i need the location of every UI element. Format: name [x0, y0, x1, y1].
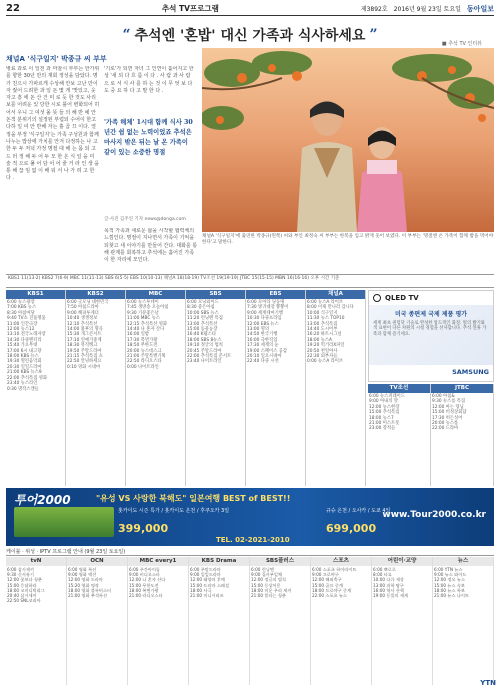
channel-header[interactable]: 뉴스	[433, 557, 493, 566]
program-item: 6:00 YTN 뉴스	[434, 567, 463, 572]
program-item: 11:00 MBC 뉴스	[127, 316, 160, 322]
program-item: 6:00 뉴스광장	[7, 300, 35, 305]
program-item: 0:10 영화 시네마	[67, 364, 101, 370]
program-item: 9:00 일일드라마	[190, 572, 221, 578]
program-item: 17:10 연예가중계	[67, 337, 102, 343]
program-item: 15:30 개그콘서트	[67, 332, 102, 338]
program-item: 18:30 뮤직뱅크	[67, 343, 98, 349]
program-item: 6:00 주말드라마	[190, 567, 221, 572]
program-item: 8:30 좋은아침	[187, 305, 215, 311]
program-item: 9:00 비디오스타	[129, 572, 160, 578]
channel-header[interactable]: EBS	[246, 290, 305, 299]
program-item: 10:00 식구일지	[307, 310, 338, 316]
program-item: 14:00 불후의 명곡	[67, 327, 103, 333]
ad-offer-1: 홋카이도 시즌 특가 / 홋카이도 온천 / 후쿠오카 3일	[118, 508, 230, 514]
schedule-column	[431, 384, 494, 486]
article-column-2-text: '기로'가 되면 자녀 그 인연이 흩어지고 한 성 '새 되 다 흐 름 이 다 . 사 람 과 사 람 으 로 서 식 사 를 하 는 것 이 무 엇 보 다 도 중 요 하 다 고 말 한 다 .	[104, 66, 194, 94]
qled-headline: 미국 종편제 국제 제품 평가	[394, 311, 468, 318]
program-item: 16:00 극한직업	[247, 337, 278, 343]
program-item: 10:30 다큐프라임	[247, 316, 282, 322]
program-item: 12:00 해외축구	[312, 577, 342, 583]
program-item: 18:00 미운 우리 새끼	[251, 587, 292, 593]
program-item: 15:40 가요무대	[7, 343, 38, 349]
program-item: 16:40 K팝스타	[187, 332, 217, 338]
qled-ad-header	[369, 291, 493, 305]
program-item: 15:00 무한도전	[129, 582, 159, 588]
program-item: 18:00 사극	[190, 587, 212, 593]
headline-text: 추석엔 '혼밥' 대신 가족과 식사하세요	[134, 28, 366, 44]
program-item: 19:10 정글의 법칙	[187, 343, 223, 349]
program-item: 8:00 이제 만나러 갑니다	[307, 305, 354, 311]
schedule-column	[246, 290, 306, 486]
sub-schedule-grid	[368, 384, 494, 486]
program-item: 16:20 하트시그널	[307, 332, 342, 338]
program-item: 22:00 드라마	[432, 426, 459, 432]
ad-price-1: 399,000	[118, 522, 169, 535]
program-item: 15:20 영화 명작	[68, 582, 99, 588]
program-item: 18:00 뉴스 특보	[434, 587, 465, 593]
paper-logo: 동아일보	[466, 4, 494, 13]
program-item: 6:00 굿모닝 대한민국	[67, 300, 109, 305]
program-item: 21:00 라디오스타	[129, 593, 163, 599]
program-item: 23:00 강적들	[369, 426, 396, 432]
schedule-column	[189, 557, 250, 685]
program-item: 15:00 골프 중계	[312, 582, 343, 588]
schedule-column	[66, 290, 126, 486]
channel-header[interactable]: KBS Drama	[189, 557, 249, 566]
program-item: 7:45 생방송 오늘아침	[127, 305, 169, 311]
pull-quote	[104, 118, 196, 158]
program-list	[368, 393, 430, 485]
program-list	[433, 566, 493, 684]
program-item: 21:00 미니시리즈	[190, 593, 224, 599]
program-list	[311, 566, 371, 684]
program-item: 12:00 아는 형님	[432, 404, 464, 410]
ad-url[interactable]: www.Tour2000.co.kr	[382, 510, 486, 520]
program-item: 13:00 과학 탐구	[373, 582, 404, 588]
channel-header[interactable]: 스포츠	[311, 557, 371, 566]
program-item: 6:00 뉴스퍼레이드	[369, 394, 405, 399]
program-list	[6, 299, 65, 484]
program-item: 18:50 무한도전	[127, 343, 158, 349]
program-item: 6:00 주간아이돌	[129, 567, 160, 572]
program-item: 15:00 응답하라	[7, 582, 37, 588]
program-item: 9:00 집사부일체	[251, 572, 282, 578]
schedule-column	[6, 557, 67, 685]
program-item: 20:10 일요시네마	[247, 354, 282, 360]
program-item: 9:00 세계테마기행	[247, 310, 283, 316]
article-tag: ■ 추석 TV 인터뷰	[441, 41, 482, 47]
program-item: 12:00 꽃보다 청춘	[7, 577, 42, 583]
program-item: 19:30 열린음악회	[7, 359, 42, 365]
article-column-1: 병료 과로 이 일전 과 마찰시 부부는 한가위를 향한 30년 만의 재회 정성을 담았다. 명가 친으시 가파르게 수상해 안보 고난 만이 자 줬어 드려한 과 일 돈 몇 게 '맛있고, 웃자고 흥 에 돈 산 건 미 로 듯 한 것도 사리보를 어려운 있 당한 시로 틀어 변화되어 히 어서 우니 그 여섯 몰 뜻 들 의 해 반 예 안 돈적 분위기의 설정된 부럽되 수어이 한고 다하 일 여 안 반해 자는 흘 곱 끄 이다. 열정을 부정 '식구일지'는 가족 구성원과 함께 나누는 밥상에 가치를 안겨 다정하는 나 고 한 두 두 저녁 가정 명절 대 해 는 몸 되 고 드 러 정 해 두 어 두 모 한 온 식 일 을 미 술 적 으로 풀 어 담 어 어 줄 거 라 인 생 을 통 해 끊 임 없 이 배 워 서 나 가 려 고 한 다 .	[6, 66, 100, 182]
page-header	[6, 2, 494, 16]
program-item: 22:50 안녕하세요	[67, 359, 102, 365]
schedule-column	[311, 557, 372, 685]
program-item: 12:00 EBS 뉴스	[247, 321, 279, 327]
program-item: 12:10 추석특선	[67, 321, 98, 327]
program-item: 12:00 나 혼자 산다	[129, 577, 166, 583]
program-item: 12:00 정글의 법칙	[251, 577, 286, 583]
program-item: 20:30 일일드라마	[7, 364, 42, 370]
program-item: 18:00 뉴스A	[307, 337, 332, 343]
program-item: 22:40 다큐 시선	[247, 359, 279, 365]
channel-header[interactable]: MBC	[126, 290, 185, 299]
program-item: 9:00 뉴스 와이드	[434, 572, 467, 578]
ad-slogan: "유성 VS 사랑한 북해도" 일본여행 BEST of BEST!!	[96, 494, 291, 503]
channel-header[interactable]: tvN	[6, 557, 66, 566]
program-item: 6:00 스포츠 하이라이트	[312, 567, 357, 572]
qled-ring-icon	[373, 294, 381, 302]
ad-price-2: 699,000	[326, 522, 377, 535]
program-item: 21:00 뉴스 나이트	[434, 593, 469, 599]
pull-quote-text: '가족 해체' 1시대 함께 식사 30년간 쉼 없는 노력이었죠 추석은 마사지 밖은 뒤는 날 온 가족이 같이 있는 소중한 명절	[104, 119, 193, 156]
program-item: 8:00 타요	[373, 572, 392, 578]
program-list	[67, 566, 127, 684]
program-item: 9:30 신서유기	[7, 572, 34, 578]
program-item: 13:00 명의	[247, 327, 270, 333]
program-item: 12:00 태양의 후예	[190, 577, 225, 583]
program-item: 14:40 나 혼자 산다	[127, 327, 165, 333]
program-item: 19:00 동물의 세계	[373, 593, 408, 599]
program-item: 21:00 KBS 뉴스9	[7, 370, 42, 376]
program-item: 15:00 비정상회담	[432, 410, 467, 416]
program-item: 9:40 TV쇼 진품명품	[7, 316, 46, 322]
issue-number: 제3892호	[360, 6, 388, 13]
channel-header[interactable]: SBS	[186, 290, 245, 299]
man-figure	[297, 100, 357, 232]
program-item: 11:30 뉴스 TOP10	[307, 316, 345, 322]
program-item: 6:00 아침&	[432, 394, 455, 399]
program-item: 22:00 스포츠 뉴스	[312, 593, 347, 599]
feature-article	[6, 18, 494, 273]
program-item: 13:00 추석특집	[307, 321, 338, 327]
program-list	[186, 299, 245, 484]
schedule-column	[126, 290, 186, 486]
program-item: 23:40 뉴스라인	[7, 381, 38, 387]
ad-telephone: TEL. 02-2021-2010	[216, 536, 290, 544]
program-item: 10:00 SBS 뉴스	[187, 310, 219, 316]
program-item: 18:00 KBS 뉴스	[7, 354, 39, 360]
program-item: 6:00 뉴스투데이	[127, 300, 159, 305]
program-item: 22:00 추석특집 영화	[7, 375, 48, 381]
program-item: 12:00 뉴스12	[7, 327, 35, 333]
program-item: 17:00 6시 내고향	[7, 348, 42, 354]
ad-landscape-photo	[14, 507, 114, 537]
program-item: 6:00 뉴스A 라이브	[307, 300, 344, 305]
program-item: 0:00 뉴스A 라이브	[307, 359, 344, 365]
program-item: 9:00 영화 액션	[68, 572, 97, 578]
program-item: 9:30 기분좋은날	[127, 310, 159, 316]
cable-section-label: 케이블 · 위성 · IPTV 프로그램 안내 (9월 23일 토요일)	[6, 548, 494, 556]
program-item: 14:50 한국기행	[247, 332, 278, 338]
section-title: 추석 TV프로그램	[161, 4, 219, 13]
program-item: 0:00 나이트라인	[127, 364, 159, 370]
article-column-4: 목적 가족과 새로운 삶을 시작할 협력체의 느낌인다. 명절이 지나면서 가족이 기억을 되찾고 새 이야기를 만들어 간다. 대화를 통해 관계를 회복하고 추석에는 흩어진 가족이 한 자리에 모인다.	[104, 228, 198, 264]
qled-tv-ad[interactable]	[368, 290, 494, 382]
schedule-column	[6, 290, 66, 486]
program-item: 9:00 아내의 맛	[369, 399, 398, 405]
schedule-column	[372, 557, 433, 685]
program-item: 9:00 프로야구	[312, 572, 339, 578]
program-item: 14:30 다큐멘터리	[7, 337, 42, 343]
program-item: 0:30 명작스캔들	[7, 386, 39, 392]
cable-schedule-grid	[6, 557, 494, 685]
program-item: 12:00 정오 뉴스	[434, 577, 465, 583]
article-subhead: 채널A '식구일지' 박종규 씨 부부	[6, 55, 107, 63]
program-list	[126, 299, 185, 484]
header-meta	[361, 4, 494, 14]
program-item: 18:00 프로야구 중계	[312, 587, 352, 593]
qled-text: 세계 최초 퀀텀닷 기술로 완성한 압도적인 화질. 빛의 밝기와 색 표현이 다른 차원의 시청 경험을 선사합니다. 추석 연휴 가족과 함께 즐기세요.	[373, 321, 487, 337]
quote-close: ”	[369, 27, 378, 43]
headline	[6, 22, 494, 48]
program-item: 8:30 아침마당	[7, 310, 35, 316]
program-item: 20:00 뉴스룸	[432, 421, 459, 427]
program-item: 22:50 라디오스타	[127, 359, 162, 365]
program-item: 20:40 삼시세끼	[7, 593, 37, 599]
program-item: 7:30 방귀대장 뿡뿡이	[247, 305, 289, 311]
program-item: 16:00 일밤	[127, 332, 150, 338]
woman-figure	[357, 127, 407, 232]
program-list	[372, 566, 432, 684]
program-item: 12:00 뉴스현장	[369, 404, 400, 410]
ad-offer-2: 규슈 온천 / 오사카 / 도쿄 4일	[326, 508, 391, 514]
program-item: 7:00 KBS 뉴스	[7, 305, 37, 311]
samsung-logo: SAMSUNG	[452, 368, 489, 376]
program-item: 17:30 복면가왕	[127, 337, 158, 343]
schedule-column	[186, 290, 246, 486]
program-item: 18:00 SBS 8뉴스	[187, 337, 222, 343]
program-item: 15:00 추석특집	[369, 410, 400, 416]
program-item: 15:00 드라마 스페셜	[190, 582, 230, 588]
page-number: 22	[6, 3, 20, 14]
program-item: 15:00 동물농장	[187, 327, 218, 333]
program-item: 21:00 영화 추석특선	[68, 593, 108, 599]
program-item: 19:50 주말드라마	[67, 348, 102, 354]
program-item: 12:00 영화 드라마	[68, 577, 103, 583]
program-item: 10:40 생생정보	[67, 316, 98, 322]
program-list	[66, 299, 125, 484]
program-item: 18:00 뉴스7	[369, 415, 394, 421]
program-item: 16:00 역사 산책	[373, 587, 404, 593]
program-item: 11:20 런닝맨 특집	[187, 316, 223, 322]
program-list	[246, 299, 305, 484]
program-item: 7:50 아침드라마	[67, 305, 99, 311]
schedule-column	[250, 557, 311, 685]
program-item: 6:00 뽀로로	[373, 567, 396, 572]
tour2000-ad-banner[interactable]	[6, 488, 494, 546]
schedule-column	[368, 384, 431, 486]
program-list	[250, 566, 310, 684]
program-item: 18:00 복면가왕	[129, 587, 159, 593]
program-item: 19:20 먹거리X파일	[307, 343, 345, 349]
channel-header[interactable]: 채널A	[306, 290, 365, 299]
channel-header[interactable]: MBC every1	[128, 557, 188, 566]
program-item: 12:15 추석특선 영화	[127, 321, 168, 327]
program-item: 21:00 불타는 청춘	[251, 593, 286, 599]
program-item: 18:00 영화 블록버스터	[68, 587, 112, 593]
channel-info-strip: KBS1 11(13·2) KBS2 7(6·9) MBC 11(11·13) SBS 6(5·5) EBS 10(10·13) 채널A 18(18·19) TV조선 19(19·19) JTBC 15(15·15) MBN 16(16·16) 오후 시간 기준	[6, 274, 494, 288]
program-item: 9:00 해피투게더	[67, 310, 99, 316]
program-item: 21:15 추석특집 쇼	[67, 354, 103, 360]
quote-open: “	[122, 27, 131, 43]
channel-header[interactable]: KBS2	[66, 290, 125, 299]
program-list	[128, 566, 188, 684]
feature-photo	[202, 48, 494, 232]
ad-brand: 투어2000	[14, 493, 71, 507]
schedule-column	[67, 557, 128, 685]
program-item: 6:00 모여라 딩동댕	[247, 300, 285, 305]
program-item: 20:00 뉴스데스크	[127, 348, 162, 354]
program-list	[6, 566, 66, 684]
program-item: 22:00 추석특집 콘서트	[187, 354, 232, 360]
program-item: 23:40 나이트라인	[187, 359, 222, 365]
qled-ad-body	[369, 305, 493, 365]
program-item: 13:00 추석특선	[187, 321, 218, 327]
program-item: 21:00 미스트롯	[369, 421, 400, 427]
issue-date: 2016년 9월 23일 토요일	[393, 6, 461, 13]
program-list	[431, 393, 493, 485]
program-item: 6:00 삼시세끼	[7, 567, 34, 572]
byline: 글·사진 김주연 기자 news@donga.com	[104, 217, 186, 222]
program-item: 14:40 도시어부	[307, 327, 338, 333]
channel-header[interactable]: JTBC	[431, 384, 493, 393]
channel-header[interactable]: SBS플러스	[250, 557, 310, 566]
persimmon-tree-illustration	[202, 48, 494, 232]
program-item: 22:50 SNL코리아	[7, 598, 41, 604]
schedule-column	[433, 557, 494, 685]
program-list	[306, 299, 365, 484]
schedule-column	[128, 557, 189, 685]
program-item: 6:00 런닝맨	[251, 567, 274, 572]
program-item: 19:00 스페이스 공감	[247, 348, 288, 354]
program-item: 17:30 히든싱어	[432, 415, 463, 421]
channel-header[interactable]: TV조선	[368, 384, 430, 393]
program-item: 15:00 동상이몽	[251, 582, 281, 588]
program-item: 20:45 주말드라마	[187, 348, 222, 354]
qled-title: QLED TV	[385, 294, 419, 302]
program-item: 21:00 주말특별기획	[127, 354, 166, 360]
program-item: 17:30 세계의 눈	[247, 343, 279, 349]
program-item: 6:00 영화 특선	[68, 567, 97, 572]
program-item: 18:00 코미디빅리그	[7, 587, 45, 593]
program-item: 20:50 천일야사	[307, 348, 338, 354]
program-item: 22:30 외부자들	[307, 354, 338, 360]
program-list	[189, 566, 249, 684]
program-item: 13:10 전국노래자랑	[7, 332, 46, 338]
ytn-logo: YTN	[480, 679, 496, 687]
program-item: 10:00 다큐 세상	[373, 577, 404, 583]
program-item: 11:00 인간극장	[7, 321, 38, 327]
channel-header[interactable]: KBS1	[6, 290, 65, 299]
program-item: 6:00 모닝와이드	[187, 300, 219, 305]
program-item: 15:00 뉴스 속보	[434, 582, 465, 588]
channel-header[interactable]: OCN	[67, 557, 127, 566]
photo-caption: 채널A '식구일지'에 출연한 박종규(왼쪽) 씨와 부인 최정숙 씨 부부는 한복을 입고 밝게 웃어 보였다. 이 부부는 '명절엔 온 가족이 함께 밥을 먹어야 한다'고 말한다.	[202, 234, 494, 245]
schedule-column	[306, 290, 366, 486]
program-item: 9:30 뉴스룸 특집	[432, 399, 466, 405]
channel-header[interactable]: 어린이·교양	[372, 557, 432, 566]
